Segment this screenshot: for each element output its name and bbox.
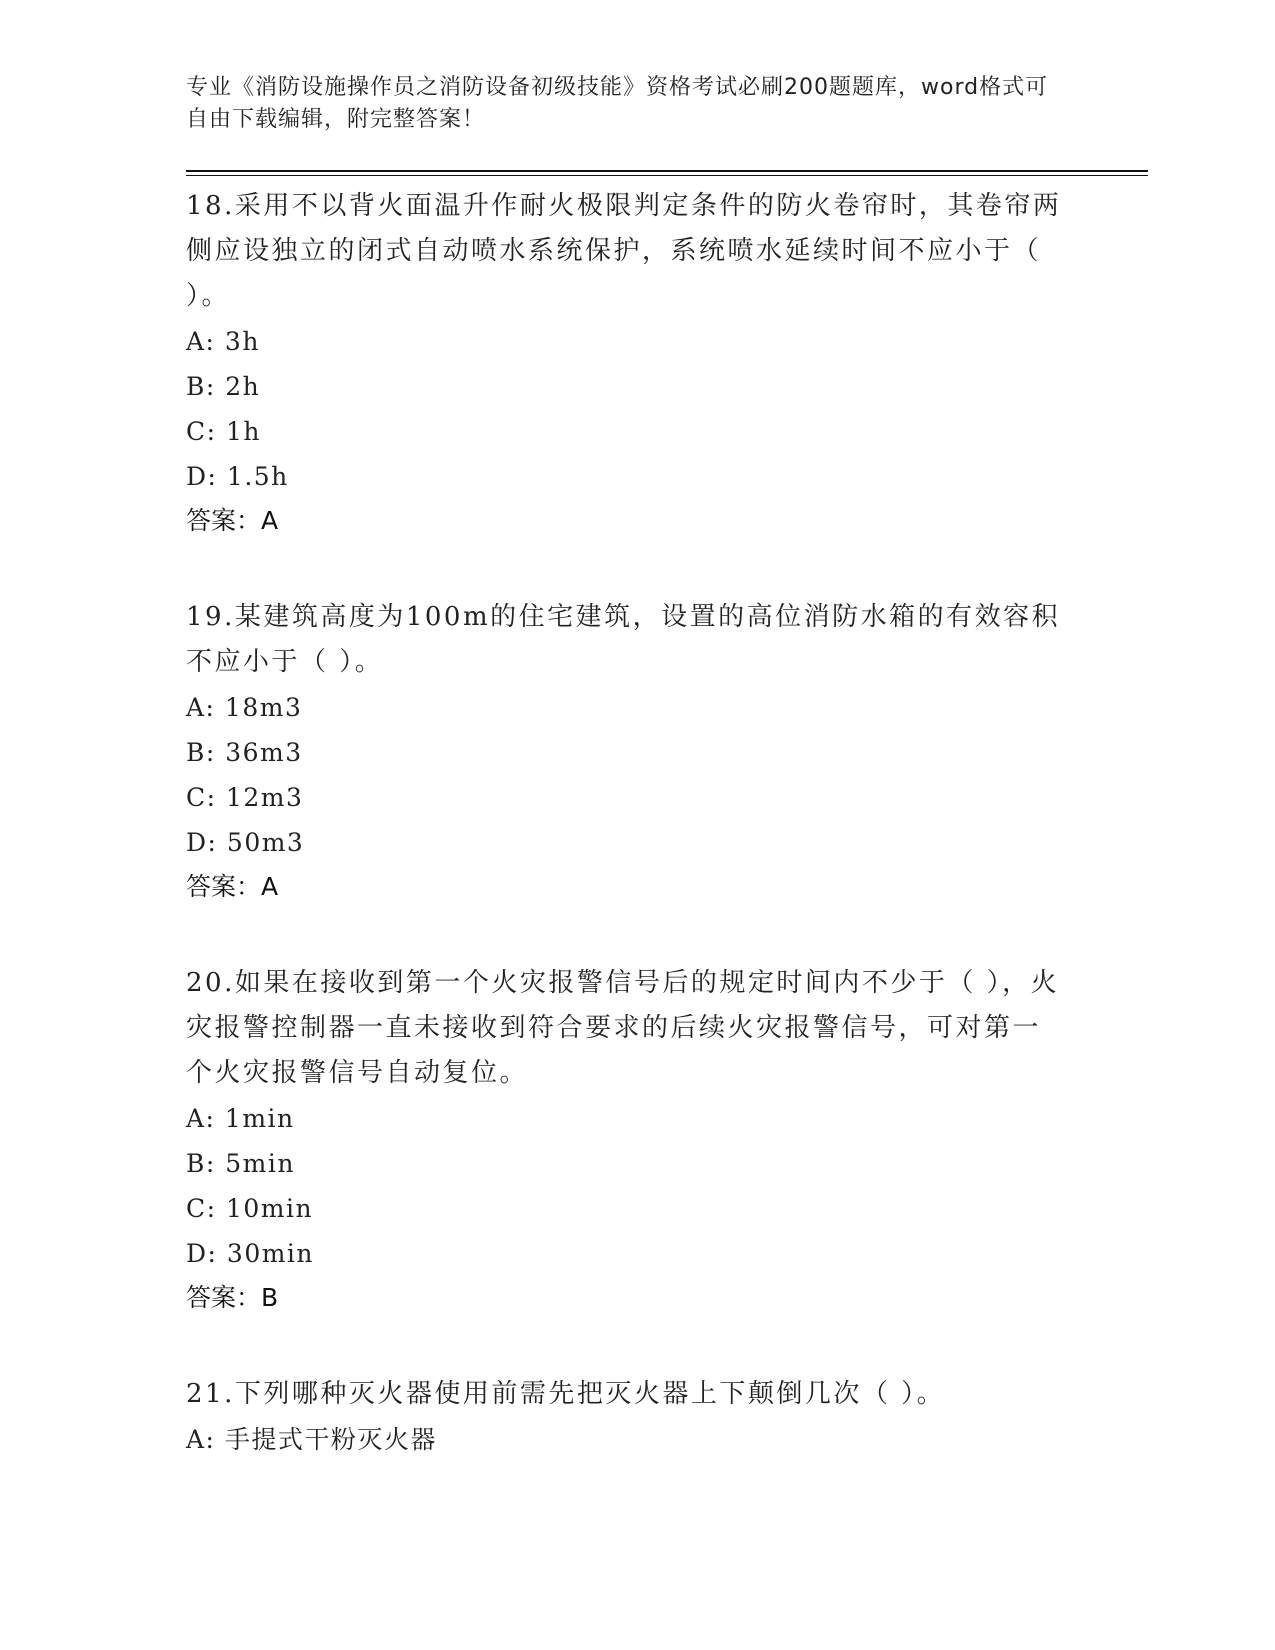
- option-d: D: 50m3: [186, 828, 305, 857]
- header-divider: [186, 170, 1148, 176]
- option-c: C: 12m3: [186, 783, 304, 812]
- answer: 答案：A: [186, 872, 279, 901]
- document-header: 专业《消防设施操作员之消防设备初级技能》资格考试必刷200题题库，word格式可自由下载编辑，附完整答案！: [186, 75, 1049, 132]
- option-c: C: 1h: [186, 417, 262, 446]
- option-a: A: 手提式干粉灭火器: [186, 1425, 437, 1454]
- option-c: C: 10min: [186, 1194, 314, 1223]
- divider-thin: [186, 175, 1148, 176]
- question-text: 18.采用不以背火面温升作耐火极限判定条件的防火卷帘时，其卷帘两侧应设独立的闭式自动喷水系统保护，系统喷水延续时间不应小于（ ）。: [186, 191, 1062, 311]
- question-19: [186, 595, 1148, 909]
- answer: 答案：B: [186, 1283, 279, 1312]
- question-text: 20.如果在接收到第一个火灾报警信号后的规定时间内不少于（ ），火灾报警控制器一直未接收到符合要求的后续火灾报警信号，可对第一个火灾报警信号自动复位。: [186, 968, 1060, 1088]
- option-b: B: 36m3: [186, 738, 303, 767]
- option-d: D: 30min: [186, 1239, 315, 1268]
- option-a: A: 18m3: [186, 693, 303, 722]
- question-text: 19.某建筑高度为100m的住宅建筑，设置的高位消防水箱的有效容积不应小于（ ）。: [186, 602, 1061, 677]
- document-page: [186, 72, 1148, 1462]
- answer: 答案：A: [186, 506, 279, 535]
- question-text: 21.下列哪种灭火器使用前需先把灭火器上下颠倒几次（ ）。: [186, 1379, 946, 1409]
- divider-thick: [186, 170, 1148, 172]
- option-b: B: 5min: [186, 1149, 295, 1178]
- spacer: [186, 1320, 1148, 1364]
- option-a: A: 3h: [186, 327, 260, 356]
- option-d: D: 1.5h: [186, 462, 289, 491]
- spacer: [186, 909, 1148, 953]
- option-b: B: 2h: [186, 372, 261, 401]
- question-18: [186, 184, 1148, 543]
- option-a: A: 1min: [186, 1104, 295, 1133]
- question-21: [186, 1372, 1148, 1462]
- spacer: [186, 543, 1148, 587]
- question-20: [186, 961, 1148, 1320]
